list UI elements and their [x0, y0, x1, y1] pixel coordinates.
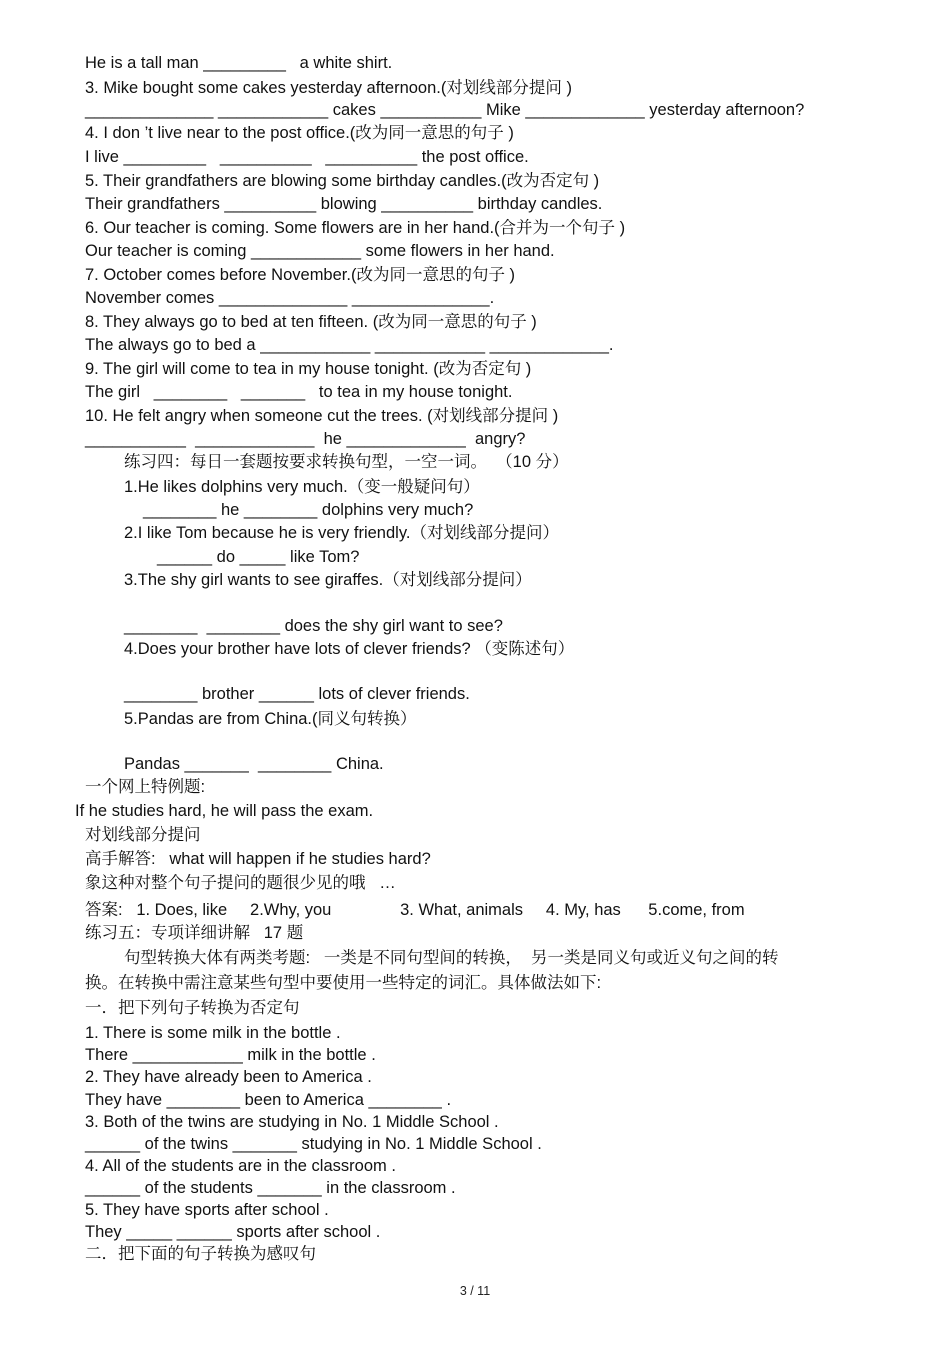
text-line: If he studies hard, he will pass the exam. [75, 802, 374, 820]
answer-key: 答案: 1. Does, like 2.Why, you 3. What, animals 4. My, has 5.come, from [85, 901, 745, 919]
text-line: 8. They always go to bed at ten fifteen. (改为同一意思的句子 ) [85, 313, 537, 331]
text-line: ___________ _____________ he _____________ angry? [85, 430, 526, 448]
paragraph-line: 句型转换大体有两类考题: 一类是不同句型间的转换， 另一类是同义句或近义句之间的转 [124, 949, 779, 967]
section-heading: 练习四：每日一套题按要求转换句型，一空一词。 （10 分） [124, 453, 569, 471]
text-line: 1. There is some milk in the bottle . [85, 1024, 341, 1042]
section-heading: 练习五：专项详细讲解 17 题 [85, 924, 304, 942]
text-line: 6. Our teacher is coming. Some flowers are in her hand.(合并为一个句子 ) [85, 219, 626, 237]
text-line: 一个网上特例题: [85, 778, 206, 796]
answer-blank-line: ________ brother ______ lots of clever friends. [124, 685, 470, 703]
text-line: 4. I don ’t live near to the post office.(改为同一意思的句子 ) [85, 124, 514, 142]
paragraph-line: 换。在转换中需注意某些句型中要使用一些特定的词汇。具体做法如下: [85, 974, 602, 992]
text-line: ______ of the twins _______ studying in No. 1 Middle School . [85, 1135, 542, 1153]
text-line: November comes ______________ _______________. [85, 289, 495, 307]
text-line: Their grandfathers __________ blowing __________ birthday candles. [85, 195, 603, 213]
question-text: 2.I like Tom because he is very friendly.（对划线部分提问） [124, 524, 559, 542]
answer-blank-line: Pandas _______ ________ China. [124, 755, 384, 773]
page-number: 3 / 11 [459, 1284, 491, 1298]
question-text: 5.Pandas are from China.(同义句转换） [124, 710, 417, 728]
text-line: 3. Both of the twins are studying in No. 1 Middle School . [85, 1113, 499, 1131]
question-text: 3.The shy girl wants to see giraffes.（对划线部分提问） [124, 571, 532, 589]
text-line: There ____________ milk in the bottle . [85, 1046, 376, 1064]
text-line: 5. They have sports after school . [85, 1201, 329, 1219]
text-line: The girl ________ _______ to tea in my house tonight. [85, 383, 513, 401]
section-heading: 二．把下面的句子转换为感叹句 [85, 1245, 316, 1263]
text-line: Our teacher is coming ____________ some flowers in her hand. [85, 242, 555, 260]
text-line: ______________ ____________ cakes ___________ Mike _____________ yesterday afternoon? [85, 101, 805, 119]
answer-blank-line: ______ do _____ like Tom? [157, 548, 360, 566]
text-line: 10. He felt angry when someone cut the trees. (对划线部分提问 ) [85, 407, 559, 425]
text-line: 9. The girl will come to tea in my house tonight. (改为否定句 ) [85, 360, 532, 378]
text-line: 7. October comes before November.(改为同一意思的句子 ) [85, 266, 516, 284]
text-line: They have ________ been to America ________ . [85, 1091, 452, 1109]
text-line: They _____ ______ sports after school . [85, 1223, 381, 1241]
text-line: He is a tall man _________ a white shirt. [85, 54, 393, 72]
question-text: 4.Does your brother have lots of clever friends? （变陈述句） [124, 640, 575, 658]
text-line: 象这种对整个句子提问的题很少见的哦 … [85, 874, 396, 892]
text-line: 5. Their grandfathers are blowing some birthday candles.(改为否定句 ) [85, 172, 600, 190]
text-line: 2. They have already been to America . [85, 1068, 372, 1086]
text-line: 对划线部分提问 [85, 826, 201, 844]
text-line: 3. Mike bought some cakes yesterday afternoon.(对划线部分提问 ) [85, 79, 572, 97]
text-line: The always go to bed a ____________ ____________ _____________. [85, 336, 614, 354]
text-line: ______ of the students _______ in the classroom . [85, 1179, 456, 1197]
text-line: I live _________ __________ __________ the post office. [85, 148, 529, 166]
question-text: 1.He likes dolphins very much.（变一般疑问句） [124, 478, 480, 496]
text-line: 4. All of the students are in the classroom . [85, 1157, 396, 1175]
answer-blank-line: ________ ________ does the shy girl want to see? [124, 617, 503, 635]
section-heading: 一．把下列句子转换为否定句 [85, 999, 300, 1017]
text-line: 高手解答: what will happen if he studies hard? [85, 850, 431, 868]
answer-blank-line: ________ he ________ dolphins very much? [143, 501, 474, 519]
